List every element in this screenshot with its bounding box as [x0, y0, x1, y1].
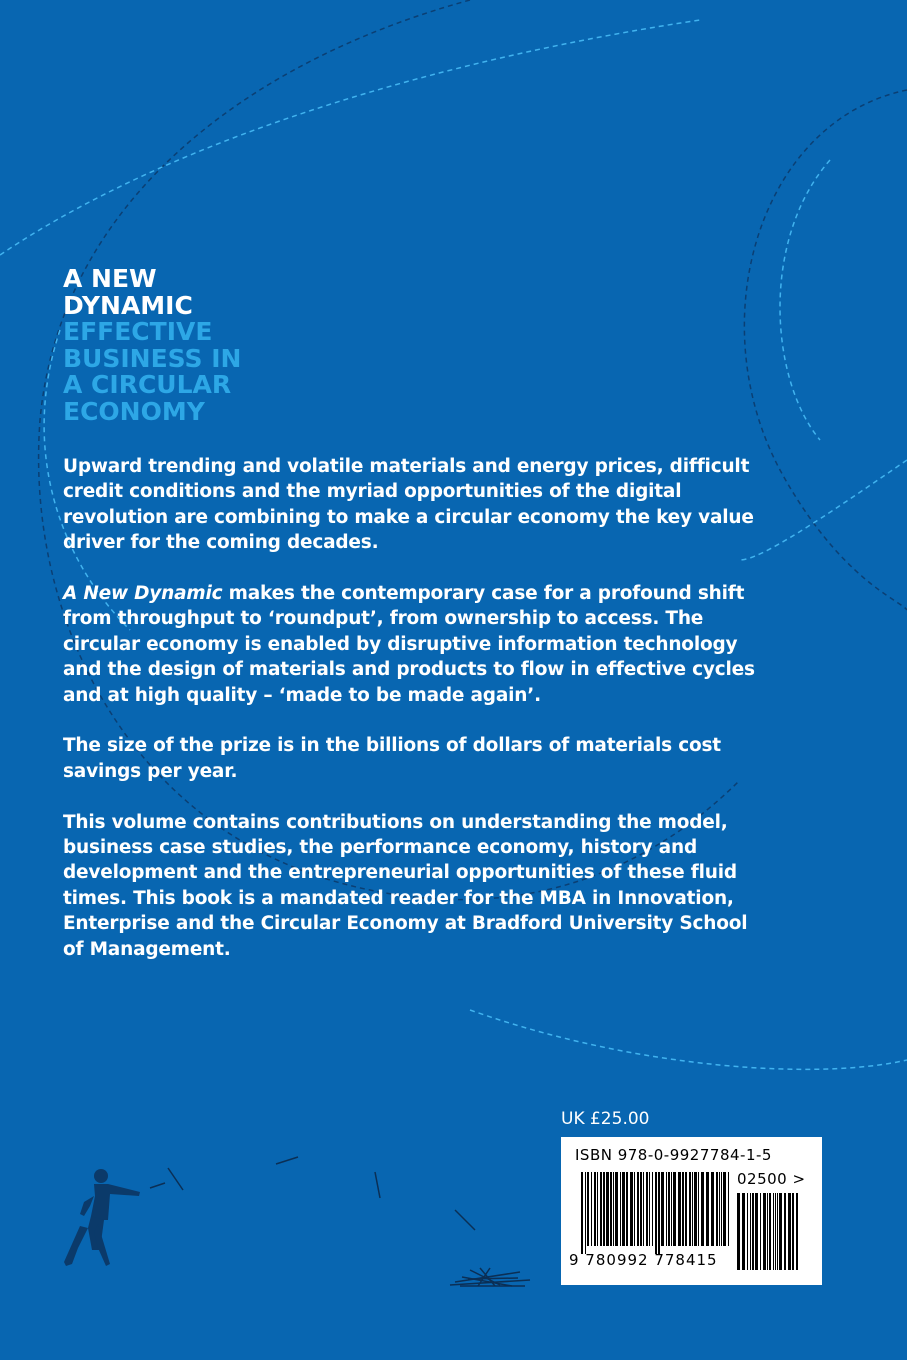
barcode-bar [692, 1172, 693, 1246]
barcode-bar [784, 1193, 786, 1270]
barcode-bar [666, 1172, 667, 1246]
barcode-bar [792, 1193, 794, 1270]
barcode-bar [773, 1193, 774, 1270]
barcode-bar [630, 1172, 633, 1246]
throwing-figure-illustration [0, 1140, 560, 1360]
barcode-bar [723, 1172, 726, 1246]
barcode-bar [742, 1193, 745, 1270]
barcode-bar [615, 1172, 618, 1246]
title-line-2: DYNAMIC [63, 290, 193, 320]
barcode-bar [626, 1172, 628, 1246]
barcode-bar [606, 1172, 609, 1246]
barcode-bar [603, 1172, 605, 1246]
barcode-bar [779, 1193, 782, 1270]
book-title [63, 266, 241, 425]
barcode-bar [767, 1193, 768, 1270]
cyan-dashed-arc-right-2 [780, 160, 830, 440]
barcode-bar [587, 1172, 589, 1246]
barcode-bar [760, 1193, 761, 1270]
dark-dashed-arc-2 [744, 90, 907, 610]
barcode-bar [689, 1172, 691, 1246]
barcode-bar [716, 1172, 718, 1246]
barcode-bar [769, 1193, 771, 1270]
barcode-bar [658, 1172, 660, 1254]
barcode-bar [634, 1172, 635, 1246]
barcode-bar [788, 1193, 791, 1270]
barcode-bar [737, 1193, 740, 1270]
barcode-bar [721, 1172, 722, 1246]
barcode-bar [752, 1193, 754, 1270]
barcode-bar [661, 1172, 664, 1246]
barcode-bar [694, 1172, 697, 1246]
barcode-bar [673, 1172, 676, 1246]
barcode-bar [775, 1193, 776, 1270]
barcode-bar [613, 1172, 614, 1246]
blurb-paragraph-3: The size of the prize is in the billions of dollars of materials cost savings per year. [63, 735, 721, 782]
blurb-paragraph-2-text: makes the contemporary case for a profound shift from throughput to ‘roundput’, from ownership to access. The circular economy is enabled by disruptive information technology and the design of materials and products to flow in effective cycles and at high quality – ‘made to be made again’. [63, 583, 755, 706]
price-label: UK £25.00 [561, 1109, 650, 1129]
barcode-bar [581, 1172, 583, 1254]
subtitle-line-1: EFFECTIVE [63, 317, 213, 346]
barcode-bar [585, 1172, 586, 1254]
flying-sticks [150, 1157, 475, 1230]
barcode-bar [652, 1172, 653, 1246]
barcode-bar [719, 1172, 720, 1246]
cyan-dashed-arc-bottom [470, 1010, 907, 1069]
blurb [63, 454, 763, 987]
barcode-bar [591, 1172, 592, 1246]
book-title-italic: A New Dynamic [63, 583, 223, 605]
barcode-addon [737, 1193, 801, 1270]
isbn-text: ISBN 978-0-9927784-1-5 [575, 1146, 772, 1164]
cyan-dashed-arc-top [0, 20, 700, 255]
person-silhouette [64, 1169, 140, 1266]
stick-pile [450, 1268, 530, 1286]
barcode-bar [671, 1172, 672, 1246]
blurb-paragraph-4: This volume contains contributions on understanding the model, business case studies, the performance economy, history and development and the entrepreneurial opportunities of these fluid times. This book is a mandated reader for the MBA in Innovation, Enterprise and the Circular Economy at Bradford University School of Management. [63, 811, 748, 960]
barcode-bar [678, 1172, 681, 1246]
barcode-bar [755, 1193, 758, 1270]
barcode-main [581, 1172, 731, 1254]
barcode-bar [777, 1193, 778, 1270]
blurb-paragraph-1: Upward trending and volatile materials and energy prices, difficult credit conditions and the myriad opportunities of the digital revolution are combining to make a circular economy the key value driver for the coming decades. [63, 456, 754, 554]
barcode-bar [649, 1172, 650, 1246]
barcode-bar [728, 1172, 729, 1246]
blurb-paragraph-2 [63, 581, 763, 708]
subtitle-line-2: BUSINESS IN [63, 343, 242, 373]
barcode-bar [597, 1172, 598, 1246]
barcode-bar [796, 1193, 798, 1270]
barcode-addon-text: 02500 > [737, 1170, 806, 1188]
barcode-bar [655, 1172, 657, 1254]
barcode-bar [763, 1193, 766, 1270]
barcode-bar [747, 1193, 748, 1270]
barcode-bar [711, 1172, 714, 1246]
subtitle-line-4: ECONOMY [63, 396, 205, 426]
barcode-bar [668, 1172, 670, 1246]
barcode-bar [750, 1193, 751, 1270]
barcode-bar [610, 1172, 612, 1246]
barcode-digits: 9 780992 778415 [569, 1251, 718, 1269]
barcode-bar [622, 1172, 625, 1246]
barcode-box [561, 1137, 822, 1285]
barcode-bar [594, 1172, 596, 1246]
barcode-bar [640, 1172, 642, 1246]
barcode-bar [701, 1172, 704, 1246]
barcode-bar [600, 1172, 602, 1246]
barcode-bar [637, 1172, 639, 1246]
barcode-bar [646, 1172, 648, 1246]
title-line-1: A NEW [63, 264, 157, 293]
subtitle-line-3: A CIRCULAR [63, 370, 232, 399]
barcode-bar [706, 1172, 709, 1246]
barcode-bar [643, 1172, 644, 1246]
cyan-dashed-arc-right [740, 460, 907, 560]
barcode-bar [685, 1172, 687, 1246]
barcode-bar [682, 1172, 684, 1246]
barcode-bar [620, 1172, 621, 1246]
barcode-bar [698, 1172, 699, 1246]
